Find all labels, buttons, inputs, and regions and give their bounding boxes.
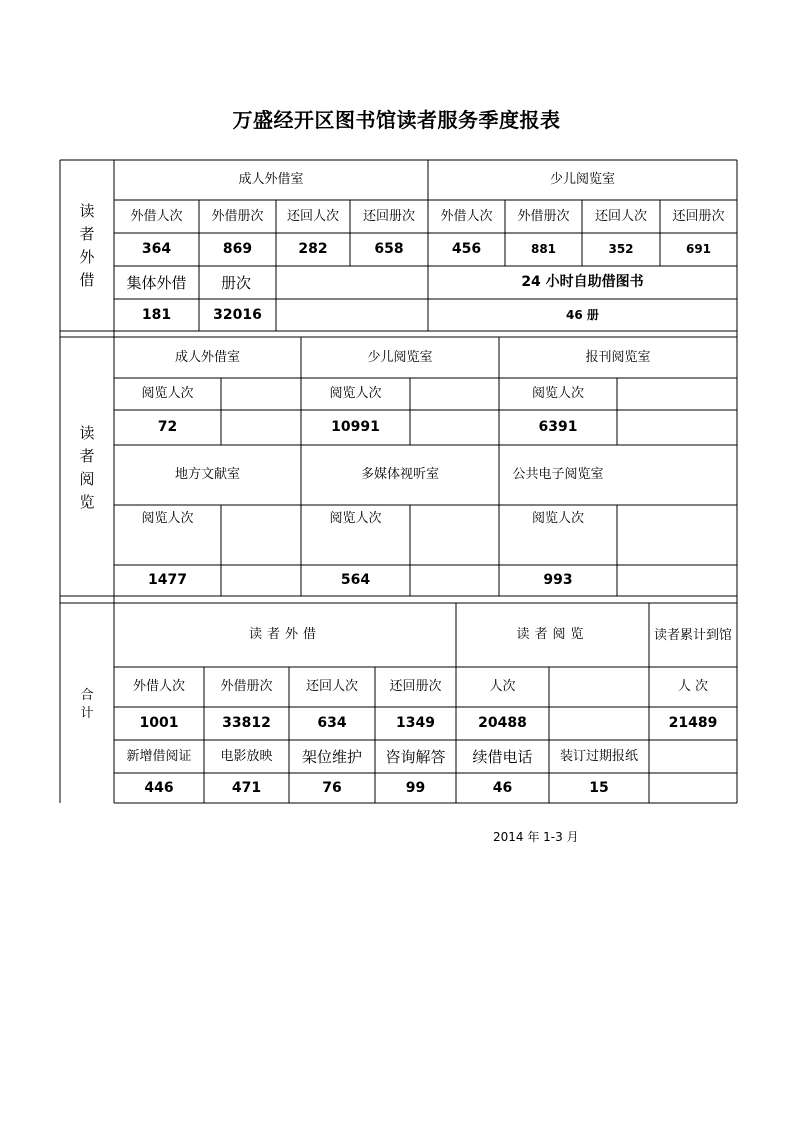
adult-loan-volumes-header: 外借册次 [211, 208, 264, 224]
report-title: 万盛经开区图书馆读者服务季度报表 [232, 108, 561, 132]
total-return-visits-header: 还回人次 [305, 679, 358, 695]
lending-side-label: 读者外借 [79, 202, 95, 289]
reading-room-children-header: 少儿阅览室 [367, 349, 433, 365]
adult-lending-room-header: 成人外借室 [238, 172, 304, 188]
adult-loan-visits-value: 364 [141, 241, 172, 258]
reference-answers-value: 99 [405, 779, 426, 796]
total-side-label: 合计 [80, 688, 94, 721]
reading-visits-label: 阅览人次 [329, 511, 382, 526]
children-loan-visits-value: 456 [451, 241, 482, 258]
reading-room-e-reading-header: 公共电子阅览室 [512, 467, 604, 483]
group-volumes-value: 32016 [213, 306, 262, 323]
adult-loan-volumes-value: 869 [222, 241, 253, 258]
children-loan-volumes-value: 881 [530, 242, 557, 257]
total-reading-visits-header: 人次 [489, 679, 516, 695]
newspaper-binding-value: 15 [589, 779, 609, 796]
total-return-visits-value: 634 [317, 715, 347, 732]
reading-adult-value: 72 [157, 419, 178, 436]
reading-local-docs-value: 1477 [148, 572, 187, 589]
children-loan-visits-header: 外借人次 [440, 208, 493, 224]
reading-room-local-docs-header: 地方文献室 [174, 467, 240, 483]
total-loan-volumes-value: 33812 [222, 715, 271, 732]
total-return-volumes-value: 1349 [396, 715, 435, 732]
reading-multimedia-value: 564 [340, 572, 371, 589]
reading-visits-label: 阅览人次 [141, 386, 194, 402]
children-return-volumes-header: 还回册次 [672, 208, 725, 224]
shelf-maintenance-label: 架位维护 [301, 747, 362, 766]
adult-loan-visits-header: 外借人次 [130, 208, 183, 224]
new-cards-label: 新增借阅证 [126, 748, 192, 764]
reading-visits-label: 阅览人次 [141, 511, 194, 526]
children-loan-volumes-header: 外借册次 [517, 208, 570, 224]
total-loan-volumes-header: 外借册次 [220, 679, 273, 695]
cumulative-visits-header: 读者累计到馆 [653, 628, 732, 643]
new-cards-value: 446 [144, 779, 174, 796]
phone-renewals-label: 续借电话 [472, 747, 533, 766]
total-reading-header: 读者阅览 [516, 627, 589, 643]
total-loan-visits-value: 1001 [139, 715, 179, 732]
shelf-maintenance-value: 76 [322, 779, 342, 796]
reading-visits-label: 阅览人次 [329, 386, 382, 402]
adult-return-volumes-value: 658 [374, 241, 404, 258]
total-reading-visits-value: 20488 [478, 715, 527, 732]
group-loan-label: 集体外借 [126, 273, 187, 292]
adult-return-visits-header: 还回人次 [286, 208, 339, 224]
reading-room-periodicals-header: 报刊阅览室 [585, 349, 651, 365]
adult-return-volumes-header: 还回册次 [362, 208, 415, 224]
total-loan-visits-header: 外借人次 [132, 679, 185, 695]
reference-answers-label: 咨询解答 [385, 747, 446, 766]
newspaper-binding-label: 装订过期报纸 [559, 748, 638, 764]
children-return-visits-header: 还回人次 [594, 208, 647, 224]
adult-return-visits-value: 282 [298, 241, 328, 258]
reading-room-adult-header: 成人外借室 [174, 349, 240, 365]
total-cumulative-visits-value: 21489 [668, 715, 718, 732]
group-volumes-label: 册次 [221, 273, 252, 292]
self-service-value: 46 册 [566, 307, 599, 322]
phone-renewals-value: 46 [492, 779, 513, 796]
children-return-volumes-value: 691 [685, 242, 712, 257]
reading-periodicals-value: 6391 [538, 419, 578, 436]
total-return-volumes-header: 还回册次 [389, 679, 442, 695]
reading-room-multimedia-header: 多媒体视听室 [360, 467, 439, 483]
children-return-visits-value: 352 [608, 242, 634, 257]
total-lending-header: 读者外借 [248, 627, 321, 643]
reading-side-label: 读者阅览 [79, 424, 95, 511]
reading-visits-label: 阅览人次 [531, 511, 584, 526]
group-loan-value: 181 [141, 306, 172, 323]
film-screenings-label: 电影放映 [220, 748, 273, 764]
children-reading-room-header: 少儿阅览室 [549, 172, 615, 188]
total-cumulative-visits-header: 人 次 [677, 679, 709, 695]
report-period: 2014 年 1-3 月 [493, 830, 579, 844]
reading-children-value: 10991 [331, 419, 380, 436]
film-screenings-value: 471 [231, 779, 262, 796]
reading-visits-label: 阅览人次 [531, 386, 584, 402]
self-service-label: 24 小时自助借图书 [521, 274, 644, 291]
reading-e-reading-value: 993 [543, 572, 573, 589]
